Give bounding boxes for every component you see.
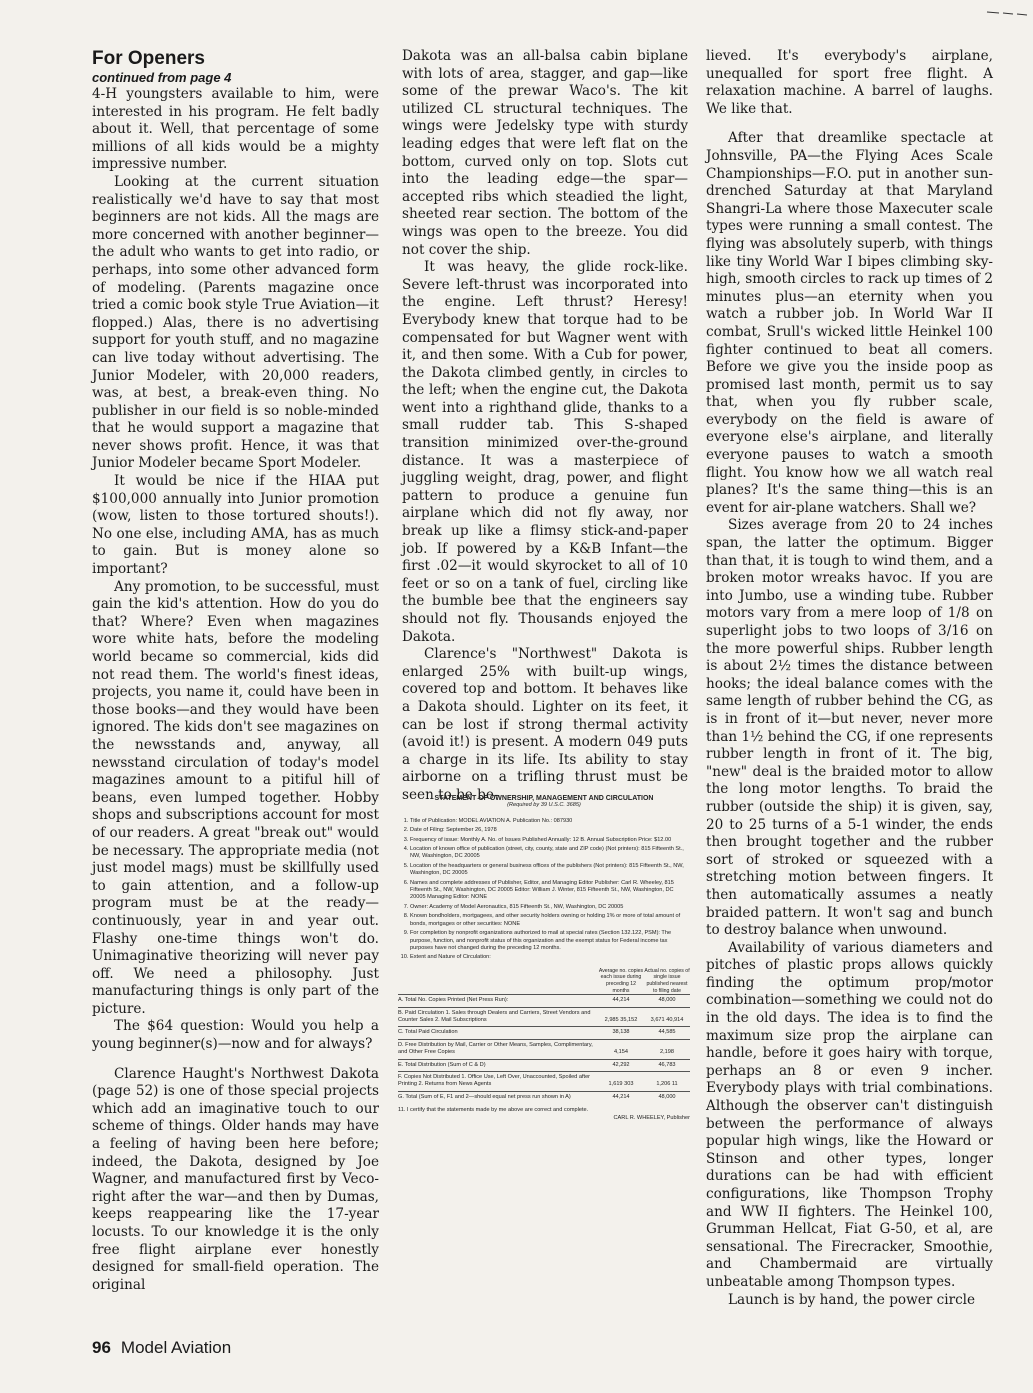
row-label: G. Total (Sum of E, F1 and 2—should equal net press run shown in A) <box>398 1093 571 1100</box>
scan-mark <box>987 4 1027 16</box>
statement-item: 5. Location of the headquarters or general business offices of the publishers (Not printers): 815 Fifteenth St., NW, Washington, DC 20005 <box>410 863 690 878</box>
row-label: E. Total Distribution (Sum of C & D) <box>398 1061 486 1068</box>
paragraph: Dakota was an all-balsa cabin biplane with lots of area, stagger, and gap—like some of the prewar Waco's. The kit utilized CL structural techniques. The wings were Jedelsky type with sturdy leading edges that were left flat on the bottom, curved only on top. Slots cut into the leading edge—the spar—accepted ribs which steadied the light, sheeted rear section. The bottom of the wings was open to the breeze. You did not cover the ship. <box>402 48 688 258</box>
certification: 11. I certify that the statements made by me above are correct and complete. <box>398 1107 589 1114</box>
paragraph: Any promotion, to be successful, must gain the kid's attention. How do you do that? Where? Even when magazines wore white hats, before the modeling world became so commercial, kids did not read them. The world's finest ideas, projects, you name it, could have been in those books—and they would have been ignored. The kids don't see magazines on the newsstands and, anyway, all newsstand circulation of today's model magazines amount to a pitiful hill of beans, even lumped together. Hobby shops and subscriptions account for most of our readers. A great "break out" would be necessary. The appropriate media (not just model mags) must be skillfully used to gain attention, and a follow-up program must be at the ready—continuously, year in and year out. Flashy one-time things won't do. Unimaginative theorizing will never pay off. We need a philosophy. Just manufacturing things is only part of the picture. <box>92 578 379 1017</box>
paragraph: lieved. It's everybody's airplane, unequalled for sport free flight. A relaxation machine. A barrel of laughs. We like that. <box>706 48 993 117</box>
statement-item: 6. Names and complete addresses of Publisher, Editor, and Managing Editor Publisher: Carl R. Wheeley, 815 Fifteenth St., NW, Washington, DC 20005 Editor: William J. Winter, 815 Fifteenth St., NW, Washington, DC 20005 Managing Editor: NONE <box>410 880 690 902</box>
statement-subtitle: (Required by 39 U.S.C. 3685) <box>507 802 581 809</box>
column-3 <box>706 48 993 1333</box>
row-label: C. Total Paid Circulation <box>398 1029 458 1036</box>
row-actual: 3,671 40,914 <box>650 1016 684 1023</box>
row-avg: 44,214 <box>612 1093 630 1100</box>
table-row <box>398 1071 690 1091</box>
row-label: D. Free Distribution by Mail, Carrier or Other Means, Samples, Complimentary, and Other Free Copies <box>398 1041 593 1056</box>
column-1 <box>92 48 379 1333</box>
paragraph: 4-H youngsters available to him, were interested in his program. He felt badly about it. Well, that percentage of some millions of all kids would be a mighty impressive number. <box>92 86 379 173</box>
row-actual: 46,783 <box>658 1061 676 1068</box>
paragraph: Clarence's "Northwest" Dakota is enlarged 25% with built-up wings, covered top and bottom. It behaves like a Dakota should. Lighter on its feet, it can be lost if strong thermal activity (avoid it!) is present. A modern 049 puts a charge in its life. Its ability to stay airborne on a trifling thrust must be seen to be be- <box>402 646 688 803</box>
col-head-actual: Actual no. copies of single issue published nearest to filing date <box>644 967 690 994</box>
row-actual: 2,198 <box>660 1049 674 1056</box>
row-avg: 4,154 <box>614 1049 628 1056</box>
row-avg: 44,214 <box>612 997 630 1004</box>
row-label: B. Paid Circulation 1. Sales through Dealers and Carriers, Street Vendors and Counter Sales 2. Mail Subscriptions <box>398 1009 591 1023</box>
row-avg: 2,985 35,152 <box>604 1016 638 1023</box>
circulation-table-header <box>398 968 690 994</box>
row-avg: 42,292 <box>612 1061 630 1068</box>
page-title: For Openers <box>92 48 205 69</box>
row-label: F. Copies Not Distributed 1. Office Use, Left Over, Unaccounted, Spoiled after Printing 2. Returns from News Agents <box>398 1073 591 1088</box>
page-footer <box>92 1338 231 1358</box>
statement-item: 1. Title of Publication: MODEL AVIATION A. Publication No.: 087930 <box>410 818 690 825</box>
paragraph: The $64 question: Would you help a young beginner(s)—now and for always? <box>92 1018 379 1053</box>
statement-title: STATEMENT OF OWNERSHIP, MANAGEMENT AND CIRCULATION <box>434 795 654 802</box>
table-row <box>398 1091 690 1103</box>
page-number: 96 <box>92 1338 111 1357</box>
row-avg: 38,138 <box>612 1029 630 1036</box>
statement-item: 10. Extent and Nature of Circulation: <box>410 954 690 961</box>
statement-item: 8. Known bondholders, mortgagees, and other security holders owning or holding 1% or more of total amount of bonds, mortgages or other securities: NONE <box>410 913 690 928</box>
table-row <box>398 1059 690 1071</box>
publication-name: Model Aviation <box>120 1338 232 1357</box>
table-row <box>398 1026 690 1038</box>
row-actual: 48,000 <box>658 1093 676 1100</box>
statement-item: 9. For completion by nonprofit organizations authorized to mail at special rates (Section 132.122, PSM): The purpose, function, and nonprofit status of this organization and the exempt status for Federal income tax purposes have not changed during the preceding 12 months. <box>410 930 690 952</box>
statement-item: 3. Frequency of issue: Monthly A. No. of Issues Published Annually: 12 B. Annual Subscription Price: $12.00 <box>410 837 690 844</box>
row-actual: 48,000 <box>658 997 676 1004</box>
table-row <box>398 994 690 1006</box>
row-label: A. Total No. Copies Printed (Net Press Run): <box>398 997 509 1004</box>
statement-item: 2. Date of Filing: September 26, 1978 <box>410 827 690 834</box>
table-row <box>398 1007 690 1027</box>
signature: CARL R. WHEELEY, Publisher <box>613 1114 690 1121</box>
paragraph: After that dreamlike spectacle at Johnsville, PA—the Flying Aces Scale Championships—F.O. put in another sun-drenched Saturday at that Maryland Shangri-La where those Maxecuter scale types were running a small contest. The flying was absolutely superb, with things like tiny World War I bipes climbing sky-high, smooth circles to rack up times of 2 minutes plus—an eternity when you watch a rubber job. In World War II combat, Srull's wicked little Heinkel 100 fighter continued to beat all comers. Before we give you the inside poop as promised last month, permit us to say that, when you fly rubber scale, everybody on the field is aware of everyone else's airplane, and literally everyone pauses to watch a smooth flight. You know how we all watch real planes? It's the same thing—this is an event for air-plane watchers. Shall we? <box>706 130 993 516</box>
paragraph: Launch is by hand, the power circle <box>728 1291 976 1308</box>
paragraph: Looking at the current situation realistically we'd have to say that most beginners are not kids. All the mags are more concerned with another beginner—the adult who wants to get into radio, or perhaps, into some other advanced form of modeling. (Parents magazine once tried a comic book style True Aviation—it flopped.) Alas, there is no advertising support for youth stuff, and no magazine can live today without advertising. The Junior Modeler, with 20,000 readers, was, at best, a break-even thing. No publisher in our field is so noble-minded that he would support a magazine that never shows profit. Hence, it was that Junior Modeler became Sport Modeler. <box>92 173 379 472</box>
row-avg: 1,619 303 <box>608 1081 634 1088</box>
row-actual: 44,585 <box>658 1029 676 1036</box>
statement-item: 7. Owner: Academy of Model Aeronautics, 815 Fifteenth St., NW, Washington, DC 20005 <box>410 904 690 911</box>
paragraph: Clarence Haught's Northwest Dakota (page 52) is one of those special projects which add an imaginative touch to our scheme of things. Older hands may have a feeling of having been here before; indeed, the Dakota, designed by Joe Wagner, and manufactured first by Veco-right after the war—and then by Dumas, keeps reappearing like the 17-year locusts. To our knowledge it is the only free flight airplane ever honestly designed for small-field operation. The original <box>92 1065 379 1293</box>
col-head-average: Average no. copies each issue during preceding 12 months <box>598 967 644 994</box>
continued-from: continued from page 4 <box>92 70 232 85</box>
paragraph: It was heavy, the glide rock-like. Severe left-thrust was incorporated into the engine. Left thrust? Heresy! Everybody knew that torque had to be compensated for but Wagner went with it, and then some. With a Cub for power, the Dakota climbed gently, in circles to the left; when the engine cut, the Dakota went into a righthand glide, thanks to a small rudder tab. This S-shaped transition minimized over-the-ground distance. It was a masterpiece of juggling weight, drag, power, and flight pattern to produce a genuine fun airplane which did not fly away, nor break up like a flimsy stick-and-paper job. If powered by a K&B Infant—the first .02—it would skyrocket to all of 10 feet or so on a tank of fuel, circling like the bumble bee that the engineers say should not fly. Thousands enjoyed the Dakota. <box>402 259 688 645</box>
paragraph: Availability of various diameters and pitches of plastic props allows quickly finding the optimum prop/motor combination—something we could not do in the old days. The idea is to find the maximum size prop the airplane can handle, before it goes hairy with torque, perhaps an 8 or even 9 incher. Everybody plays with trial combinations. Although the observer can't distinguish between the performance of always popular high wings, like the Howard or Stinson and other types, longer durations can be had with efficient configurations, like Thompson Trophy and WW II fighters. The Heinkel 100, Grumman Hellcat, Fiat G-50, et al, are sensational. The Firecracker, Smoothie, and Chambermaid are virtually unbeatable among Thompson types. <box>706 939 993 1290</box>
statement-of-ownership <box>398 795 690 1330</box>
statement-item: 4. Location of known office of publication (street, city, county, state and ZIP code) (Not printers): 815 Fifteenth St., NW, Washington, DC 20005 <box>410 846 690 861</box>
statement-items <box>398 818 690 962</box>
paragraph: Sizes average from 20 to 24 inches span, the latter the optimum. Bigger than that, it is tough to wind them, and a broken motor wreaks havoc. If you are into Jumbo, use a winding tube. Rubber motors vary from a mere loop of 1/8 on superlight jobs to two loops of 3/16 on the more powerful ships. Rubber length is about 2½ times the distance between hooks; the ideal balance comes with the same length of rubber behind the CG, as is in front of it—but never, never more than 1½ behind the CG, if one represents rubber length in front of it. The big, "new" deal is the braided motor to allow the long motor lengths. To braid the rubber (outside the ship) it is given, say, 20 to 25 turns of a 5-1 winder, the ends then brought together and the rubber sort of stroked or squeezed with a stretching motion between fingers. It then automatically assumes a neatly braided pattern. It won't sag and bunch to destroy balance when unwound. <box>706 517 993 939</box>
table-row <box>398 1039 690 1059</box>
row-actual: 1,206 11 <box>656 1081 678 1088</box>
paragraph: It would be nice if the HIAA put $100,000 annually into Junior promotion (wow, listen to those tortured shouts!). No one else, including AMA, has as much to gain. But is money alone so important? <box>92 473 379 578</box>
